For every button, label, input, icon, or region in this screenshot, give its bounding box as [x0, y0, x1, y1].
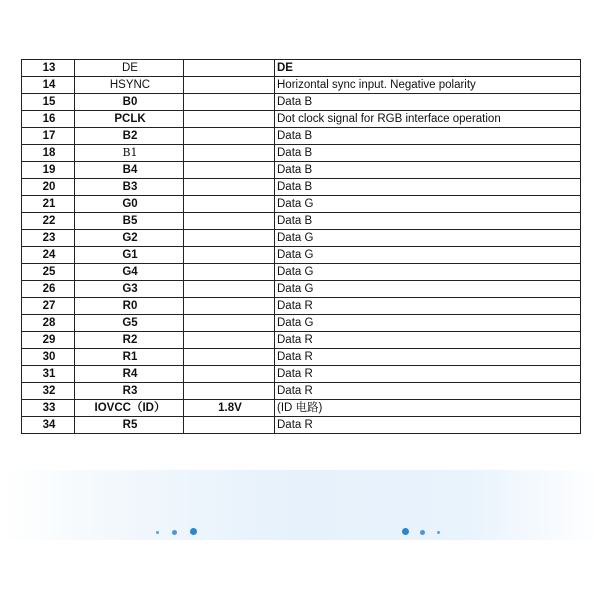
voltage-cell: [184, 264, 275, 281]
description-cell: Data B: [275, 145, 581, 162]
voltage-cell: [184, 77, 275, 94]
voltage-cell: [184, 145, 275, 162]
pin-number-cell: 17: [22, 128, 75, 145]
voltage-cell: 1.8V: [184, 400, 275, 417]
description-cell: Data R: [275, 366, 581, 383]
table-row: [22, 366, 581, 383]
voltage-cell: [184, 128, 275, 145]
pin-number-cell: 30: [22, 349, 75, 366]
pin-number-cell: 20: [22, 179, 75, 196]
description-cell: Data G: [275, 230, 581, 247]
dot-large: [190, 528, 197, 535]
voltage-cell: [184, 162, 275, 179]
voltage-cell: [184, 349, 275, 366]
voltage-cell: [184, 196, 275, 213]
footer-area: [0, 540, 600, 600]
description-cell: Data G: [275, 196, 581, 213]
table-row: [22, 315, 581, 332]
pin-number-cell: 19: [22, 162, 75, 179]
voltage-cell: [184, 179, 275, 196]
table-row: [22, 298, 581, 315]
voltage-cell: [184, 281, 275, 298]
pin-symbol-cell: R1: [75, 349, 184, 366]
table-row: [22, 162, 581, 179]
right-pagination-dots-icon: [398, 527, 448, 537]
description-cell: Data G: [275, 247, 581, 264]
pin-number-cell: 26: [22, 281, 75, 298]
pin-symbol-cell: G1: [75, 247, 184, 264]
table-row: [22, 179, 581, 196]
pin-symbol-cell: G3: [75, 281, 184, 298]
table-row: [22, 383, 581, 400]
voltage-cell: [184, 417, 275, 434]
voltage-cell: [184, 315, 275, 332]
table-row: [22, 281, 581, 298]
pin-number-cell: 29: [22, 332, 75, 349]
dot-small: [437, 531, 440, 534]
voltage-cell: [184, 111, 275, 128]
table-row: [22, 332, 581, 349]
pin-symbol-cell: B3: [75, 179, 184, 196]
description-cell: Data R: [275, 383, 581, 400]
pin-symbol-cell: G0: [75, 196, 184, 213]
description-cell: Data G: [275, 315, 581, 332]
table-row: [22, 111, 581, 128]
table-row: [22, 264, 581, 281]
description-cell: Data R: [275, 349, 581, 366]
table-row: [22, 60, 581, 77]
pin-symbol-cell: IOVCC（ID）: [75, 400, 184, 417]
description-cell: Data G: [275, 264, 581, 281]
voltage-cell: [184, 60, 275, 77]
pin-definition-table: [21, 59, 581, 434]
table-row: [22, 230, 581, 247]
pin-symbol-cell: R2: [75, 332, 184, 349]
pin-table-body: [22, 60, 581, 434]
description-cell: Data B: [275, 94, 581, 111]
pin-number-cell: 18: [22, 145, 75, 162]
voltage-cell: [184, 332, 275, 349]
voltage-cell: [184, 383, 275, 400]
pin-number-cell: 16: [22, 111, 75, 128]
pin-symbol-cell: G2: [75, 230, 184, 247]
dot-medium: [420, 530, 425, 535]
pin-number-cell: 23: [22, 230, 75, 247]
voltage-cell: [184, 247, 275, 264]
pin-number-cell: 32: [22, 383, 75, 400]
pin-number-cell: 28: [22, 315, 75, 332]
description-cell: Data R: [275, 298, 581, 315]
pin-symbol-cell: R4: [75, 366, 184, 383]
dot-small: [156, 531, 159, 534]
left-pagination-dots-icon: [150, 527, 200, 537]
pin-symbol-cell: B1: [75, 145, 184, 162]
decorative-gradient-band: [0, 470, 600, 540]
pin-symbol-cell: PCLK: [75, 111, 184, 128]
voltage-cell: [184, 366, 275, 383]
description-cell: Data G: [275, 281, 581, 298]
table-row: [22, 128, 581, 145]
pin-symbol-cell: R5: [75, 417, 184, 434]
table-row: [22, 213, 581, 230]
description-cell: Data B: [275, 213, 581, 230]
pin-symbol-cell: R0: [75, 298, 184, 315]
description-cell: Data B: [275, 162, 581, 179]
description-cell: Data R: [275, 332, 581, 349]
dot-medium: [172, 530, 177, 535]
table-row: [22, 417, 581, 434]
pin-symbol-cell: G4: [75, 264, 184, 281]
pin-number-cell: 24: [22, 247, 75, 264]
table-row: [22, 349, 581, 366]
table-row: [22, 77, 581, 94]
pin-number-cell: 15: [22, 94, 75, 111]
description-cell: Data B: [275, 128, 581, 145]
pin-number-cell: 14: [22, 77, 75, 94]
pin-symbol-cell: B4: [75, 162, 184, 179]
pin-symbol-cell: B5: [75, 213, 184, 230]
dot-large: [402, 528, 409, 535]
description-cell: DE: [275, 60, 581, 77]
table-row: [22, 400, 581, 417]
pin-number-cell: 31: [22, 366, 75, 383]
pin-number-cell: 25: [22, 264, 75, 281]
pin-symbol-cell: DE: [75, 60, 184, 77]
table-row: [22, 94, 581, 111]
voltage-cell: [184, 230, 275, 247]
voltage-cell: [184, 298, 275, 315]
pin-symbol-cell: B0: [75, 94, 184, 111]
pin-number-cell: 27: [22, 298, 75, 315]
table-row: [22, 247, 581, 264]
pin-symbol-cell: R3: [75, 383, 184, 400]
description-cell: Data R: [275, 417, 581, 434]
description-cell: Data B: [275, 179, 581, 196]
description-cell: Horizontal sync input. Negative polarity: [275, 77, 581, 94]
pin-symbol-cell: B2: [75, 128, 184, 145]
pin-number-cell: 13: [22, 60, 75, 77]
pin-number-cell: 34: [22, 417, 75, 434]
pin-number-cell: 33: [22, 400, 75, 417]
pin-symbol-cell: HSYNC: [75, 77, 184, 94]
table-row: [22, 145, 581, 162]
pin-symbol-cell: G5: [75, 315, 184, 332]
pin-number-cell: 21: [22, 196, 75, 213]
voltage-cell: [184, 94, 275, 111]
pin-number-cell: 22: [22, 213, 75, 230]
voltage-cell: [184, 213, 275, 230]
description-cell: (ID 电路): [275, 400, 581, 417]
table-row: [22, 196, 581, 213]
description-cell: Dot clock signal for RGB interface operation: [275, 111, 581, 128]
